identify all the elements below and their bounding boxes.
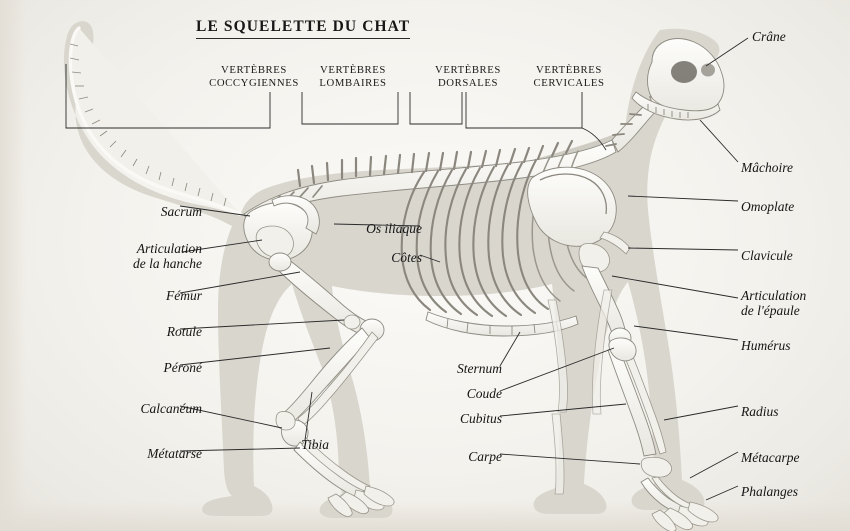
group-label-vertebres-coccygiennes (196, 64, 312, 89)
label-humerus: Humérus (741, 338, 791, 353)
group-label-vertebres-dorsales (424, 64, 512, 89)
label-sternum: Sternum (457, 361, 502, 376)
label-perone: Péroné (163, 360, 202, 375)
label-articulation-de-la-hanche: Articulation de la hanche (133, 241, 202, 272)
label-metacarpe: Métacarpe (741, 450, 800, 465)
label-articulation-de-lepaule: Articulation de l'épaule (741, 288, 807, 319)
label-carpe: Carpe (468, 449, 502, 464)
label-omoplate: Omoplate (741, 199, 795, 214)
label-tibia: Tibia (301, 437, 329, 452)
label-coude: Coude (466, 386, 502, 401)
group-label-line1: VERTÈBRES (435, 64, 501, 76)
group-label-line1: VERTÈBRES (320, 64, 386, 76)
tail-vertebrae (70, 28, 240, 214)
label-rotule: Rotule (166, 324, 202, 339)
label-femur: Fémur (166, 288, 202, 303)
label-metatarse: Métatarse (147, 446, 202, 461)
label-crane: Crâne (752, 29, 786, 44)
label-clavicule: Clavicule (741, 248, 793, 263)
group-label-line1: VERTÈBRES (221, 64, 287, 76)
group-label-line2: LOMBAIRES (319, 76, 387, 89)
group-label-line2: CERVICALES (533, 76, 605, 89)
label-machoire: Mâchoire (741, 160, 793, 175)
group-label-vertebres-lombaires (307, 64, 399, 89)
label-phalanges: Phalanges (741, 484, 798, 499)
label-os-iliaque: Os iliaque (366, 221, 422, 236)
group-label-line1: VERTÈBRES (536, 64, 602, 76)
group-label-line2: DORSALES (437, 76, 499, 89)
label-cubitus: Cubitus (459, 411, 502, 426)
page-title: LE SQUELETTE DU CHAT (196, 18, 410, 39)
group-label-vertebres-cervicales (521, 64, 617, 89)
label-calcaneum: Calcanéum (140, 401, 202, 416)
label-radius: Radius (741, 404, 779, 419)
label-sacrum: Sacrum (160, 204, 202, 219)
label-cotes: Côtes (391, 250, 422, 265)
group-label-line2: COCCYGIENNES (209, 76, 299, 89)
